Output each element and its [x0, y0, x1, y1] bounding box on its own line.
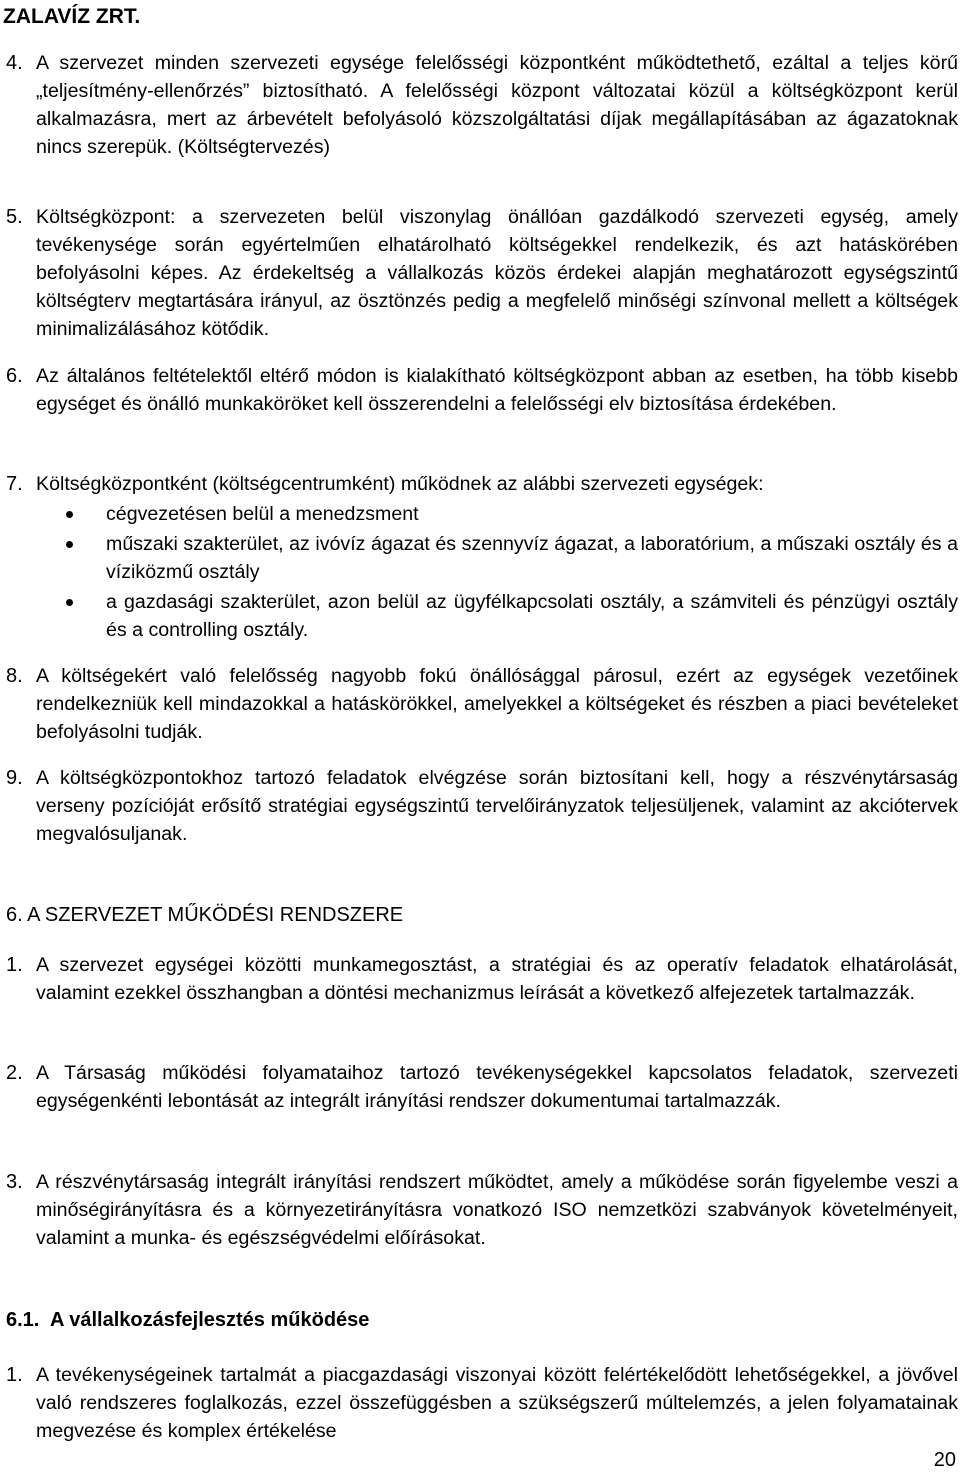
subsection-title: [6, 1306, 369, 1334]
bullet-item: [0, 530, 958, 586]
list-item: [0, 951, 958, 1007]
item-text: A tevékenységeinek tartalmát a piacgazdasági viszonyai között felértékelődött lehetőségekkel, a jövővel való rendszeres foglalkozás, ezzel összefüggésben a szükségszerű múltelemzés, a jelen folyamatainak megvezése és komplex értékelése: [36, 1364, 958, 1442]
item-number: 9.: [6, 767, 23, 789]
item-text: A szervezet egységei közötti munkamegosztást, a stratégiai és az operatív feladatok elhatárolását, valamint ezekkel összhangban a döntési mechanizmus leírását a következő alfejezetek tartalmazzák.: [36, 954, 958, 1004]
item-text: Az általános feltételektől eltérő módon is kialakítható költségközpont abban az esetben, ha több kisebb egységet és önálló munkaköröket kell összerendelni a felelősségi elv biztosítása érdekében.: [36, 365, 958, 415]
item-number: 8.: [6, 665, 23, 687]
item-number: 4.: [6, 52, 23, 74]
list-item: [0, 49, 958, 161]
list-item: [0, 1361, 958, 1445]
company-header: ZALAVÍZ ZRT.: [3, 5, 141, 28]
item-number: 3.: [6, 1171, 23, 1193]
item-text: A költségekért való felelősség nagyobb fokú önállósággal párosul, ezért az egységek vezetőinek rendelkezniük kell mindazokkal a hatáskörökkel, amelyekkel a költségeket és részben a piaci bevételeket befolyásolni tudják.: [36, 665, 958, 743]
list-item: [0, 362, 958, 418]
item-text: Költségközpontként (költségcentrumként) működnek az alábbi szervezeti egységek:: [36, 473, 764, 495]
subsection-label: A vállalkozásfejlesztés működése: [50, 1309, 370, 1331]
subsection-number: 6.1.: [6, 1309, 40, 1331]
item-text: A költségközpontokhoz tartozó feladatok elvégzése során biztosítani kell, hogy a részvénytársaság verseny pozícióját erősítő stratégiai egységszintű tervelőirányzatok teljesüljenek, valamint az akciótervek megvalósuljanak.: [36, 767, 958, 845]
item-number: 1.: [6, 1364, 23, 1386]
list-item: [0, 1168, 958, 1252]
item-text: Költségközpont: a szervezeten belül viszonylag önállóan gazdálkodó szervezeti egység, amely tevékenysége során egyértelműen elhatárolható költségekkel rendelkezik, és azt hatáskörében befolyásolni képes. Az érdekeltség a vállalkozás közös érdekei alapján meghatározott egységszintű költségterv megtartására irányul, az ösztönzés pedig a megfelelő minőségi színvonal mellett a költségek minimalizálásához kötődik.: [36, 206, 958, 340]
bullet-text: műszaki szakterület, az ivóvíz ágazat és szennyvíz ágazat, a laboratórium, a műszaki osztály és a víziközmű osztály: [106, 533, 958, 583]
item-number: 6.: [6, 365, 23, 387]
page-number: 20: [933, 1449, 956, 1471]
item-text: A Társaság működési folyamataihoz tartozó tevékenységekkel kapcsolatos feladatok, szervezeti egységenkénti lebontását az integrált irányítási rendszer dokumentumai tartalmazzák.: [36, 1062, 958, 1112]
item-text: A szervezet minden szervezeti egysége felelősségi központként működtethető, ezáltal a teljes körű „teljesítmény-ellenőrzés” biztosítható. A felelősségi központ változatai közül a költségközpont kerül alkalmazásra, mert az árbevételt befolyásoló közszolgáltatási díjak megállapításában az ágazatoknak nincs szerepük. (Költségtervezés): [36, 52, 958, 158]
bullet-list: [0, 500, 958, 644]
list-item: [0, 662, 958, 746]
bullet-text: a gazdasági szakterület, azon belül az ügyfélkapcsolati osztály, a számviteli és pénzügyi osztály és a controlling osztály.: [106, 591, 958, 641]
bullet-icon: [66, 541, 73, 548]
bullet-item: [0, 588, 958, 644]
bullet-icon: [66, 599, 73, 606]
bullet-icon: [66, 511, 73, 518]
list-item: [0, 203, 958, 343]
item-text: A részvénytársaság integrált irányítási rendszert működtet, amely a működése során figyelembe veszi a minőségirányításra és a környezetirányításra vonatkozó ISO nemzetközi szabványok követelményeit, valamint a munka- és egészségvédelmi előírásokat.: [36, 1171, 958, 1249]
bullet-text: cégvezetésen belül a menedzsment: [106, 503, 419, 525]
item-number: 7.: [6, 473, 23, 495]
item-number: 5.: [6, 206, 23, 228]
list-item: [0, 470, 958, 498]
list-item: [0, 1059, 958, 1115]
bullet-item: [0, 500, 958, 528]
item-number: 1.: [6, 954, 23, 976]
item-number: 2.: [6, 1062, 23, 1084]
list-item: [0, 764, 958, 848]
section-title: 6. A SZERVEZET MŰKÖDÉSI RENDSZERE: [6, 904, 404, 926]
